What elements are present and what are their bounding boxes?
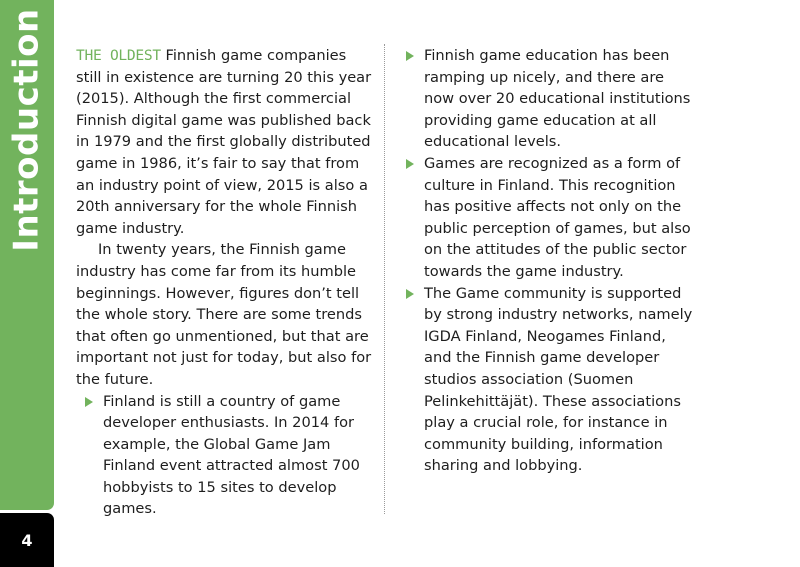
list-item-text: The Game community is supported by strong industry networks, namely IGDA Finland, Neogames Finland, and the Finnish game developer studios association (Suomen Pelinkehittäjät). These associations play a crucial role, for instance in community building, information sharing and lobbying. [424, 284, 693, 475]
list-item [406, 45, 696, 153]
right-column [406, 45, 696, 477]
list-item [406, 153, 696, 283]
left-column [76, 45, 372, 520]
page-number: 4 [0, 513, 54, 567]
column-divider [384, 44, 385, 514]
lead-in: THE OLDEST [76, 47, 161, 64]
list-item [406, 283, 696, 477]
triangle-bullet-icon [85, 397, 93, 407]
list-item-text: Finnish game education has been ramping up nicely, and there are now over 20 educational institutions providing game education at all educational levels. [424, 47, 691, 151]
section-title-wrapper [0, 0, 54, 260]
triangle-bullet-icon [406, 159, 414, 169]
section-title: Introduction [7, 8, 47, 252]
bullet-list-right [406, 45, 696, 477]
triangle-bullet-icon [406, 51, 414, 61]
body-paragraph: In twenty years, the Finnish game industry has come far from its humble beginnings. However, figures don’t tell the whole story. There are some trends that often go unmentioned, but that are important not just for today, but also for the future. [76, 241, 372, 388]
intro-paragraph-text: Finnish game companies still in existence are turning 20 this year (2015). Although the first commercial Finnish digital game was published back in 1979 and the first globally distributed game in 1986, it’s fair to say that from an industry point of view, 2015 is also a 20th anniversary for the whole Finnish game industry. [76, 47, 372, 237]
bullet-list-left [76, 391, 372, 521]
intro-paragraph [76, 45, 372, 239]
list-item-text: Finland is still a country of game developer enthusiasts. In 2014 for example, the Global Game Jam Finland event attracted almost 700 hobbyists to 15 sites to develop games. [103, 392, 360, 518]
list-item [76, 391, 372, 521]
list-item-text: Games are recognized as a form of culture in Finland. This recognition has positive affects not only on the public perception of games, but also on the attitudes of the public sector towards the game industry. [424, 154, 691, 280]
section-tab [0, 0, 54, 510]
triangle-bullet-icon [406, 289, 414, 299]
